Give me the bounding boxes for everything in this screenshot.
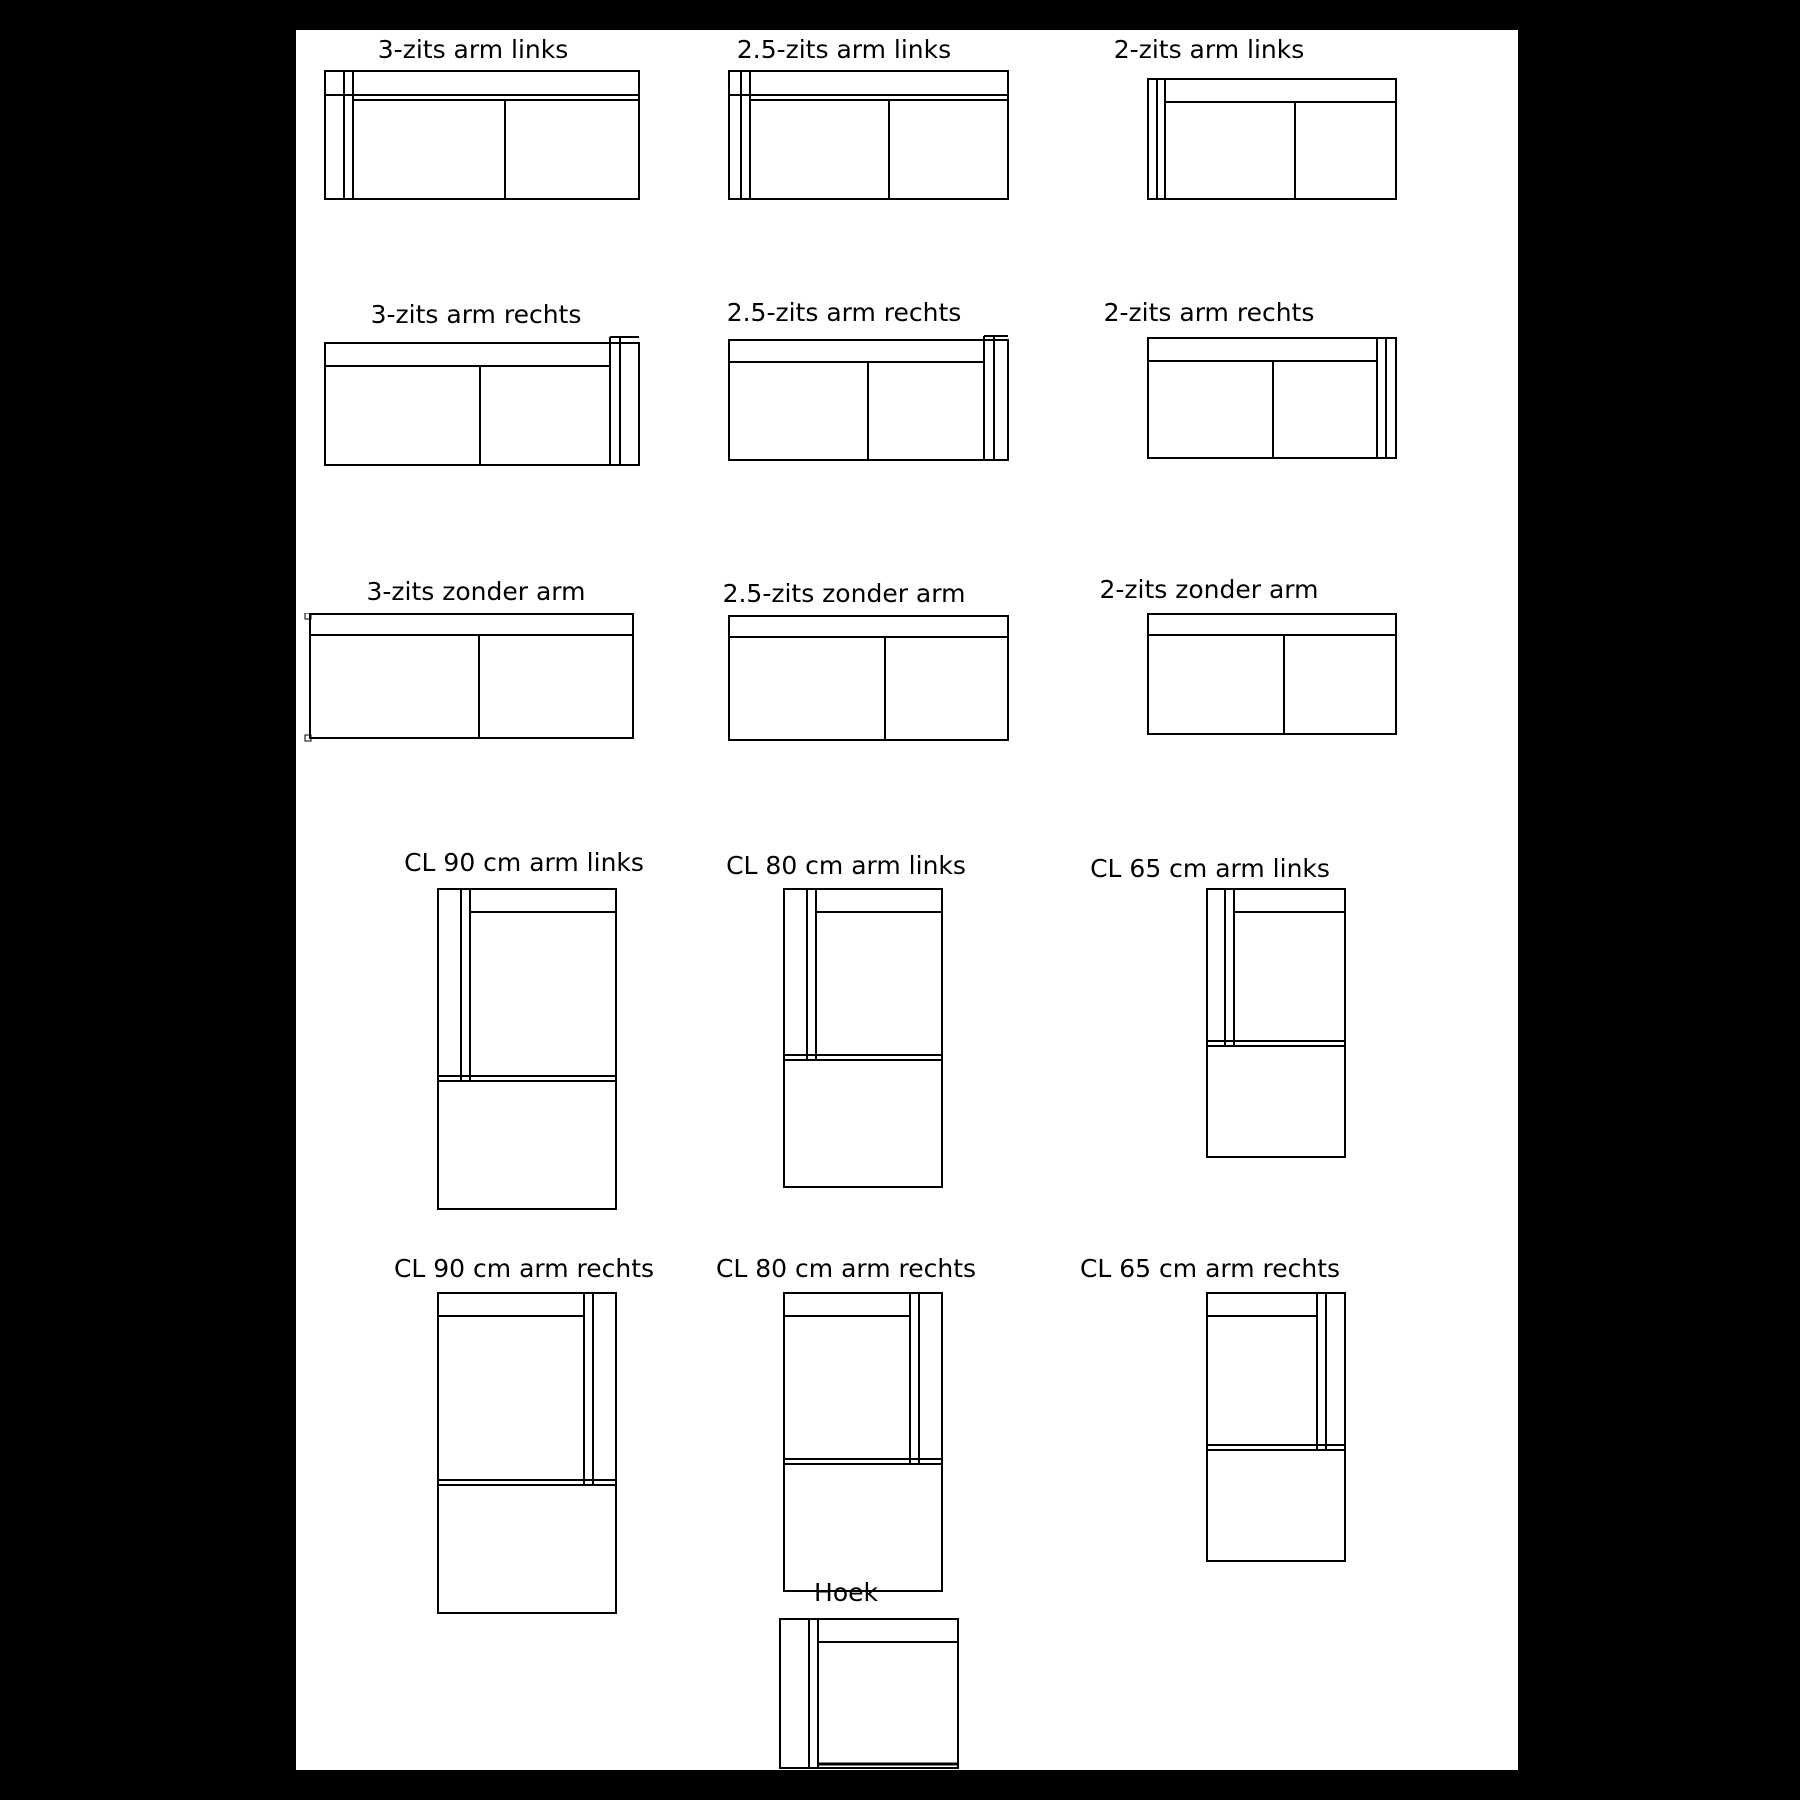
module-label: 2.5-zits arm rechts (726, 298, 962, 327)
module-label: CL 90 cm arm links (404, 848, 644, 877)
module-drawing-cl-65-arm-links (1206, 888, 1346, 1158)
module-label: 2-zits zonder arm (1099, 575, 1319, 604)
module-drawing-cl-90-arm-links (437, 888, 617, 1210)
module-drawing-2-zits-zonder-arm (1147, 613, 1397, 735)
module-label: CL 65 cm arm rechts (1079, 1254, 1341, 1283)
module-drawing-2-zits-arm-links (1147, 78, 1397, 200)
module-label: 2.5-zits arm links (736, 35, 952, 64)
module-drawing-cl-90-arm-rechts (437, 1292, 617, 1614)
module-label: CL 65 cm arm links (1090, 854, 1330, 883)
module-drawing-3-zits-zonder-arm (304, 613, 634, 743)
module-label: Hoek (814, 1578, 878, 1607)
module-label: 3-zits arm rechts (370, 300, 582, 329)
module-drawing-2-5-zits-zonder-arm (728, 615, 1009, 741)
module-drawing-cl-80-arm-rechts (783, 1292, 943, 1592)
module-label: 3-zits zonder arm (366, 577, 586, 606)
module-label: CL 80 cm arm rechts (715, 1254, 977, 1283)
module-drawing-2-5-zits-arm-rechts (728, 335, 1009, 461)
module-drawing-cl-65-arm-rechts (1206, 1292, 1346, 1562)
module-label: 2.5-zits zonder arm (722, 579, 966, 608)
drawing-sheet (296, 30, 1518, 1770)
module-label: CL 90 cm arm rechts (393, 1254, 655, 1283)
module-drawing-2-zits-arm-rechts (1147, 337, 1397, 459)
module-label: CL 80 cm arm links (726, 851, 966, 880)
module-drawing-3-zits-arm-links (324, 70, 640, 200)
module-drawing-hoek (779, 1618, 959, 1770)
module-drawing-3-zits-arm-rechts (324, 336, 640, 466)
module-label: 2-zits arm rechts (1103, 298, 1315, 327)
module-label: 2-zits arm links (1113, 35, 1305, 64)
module-drawing-cl-80-arm-links (783, 888, 943, 1188)
module-drawing-2-5-zits-arm-links (728, 70, 1009, 200)
module-label: 3-zits arm links (377, 35, 569, 64)
